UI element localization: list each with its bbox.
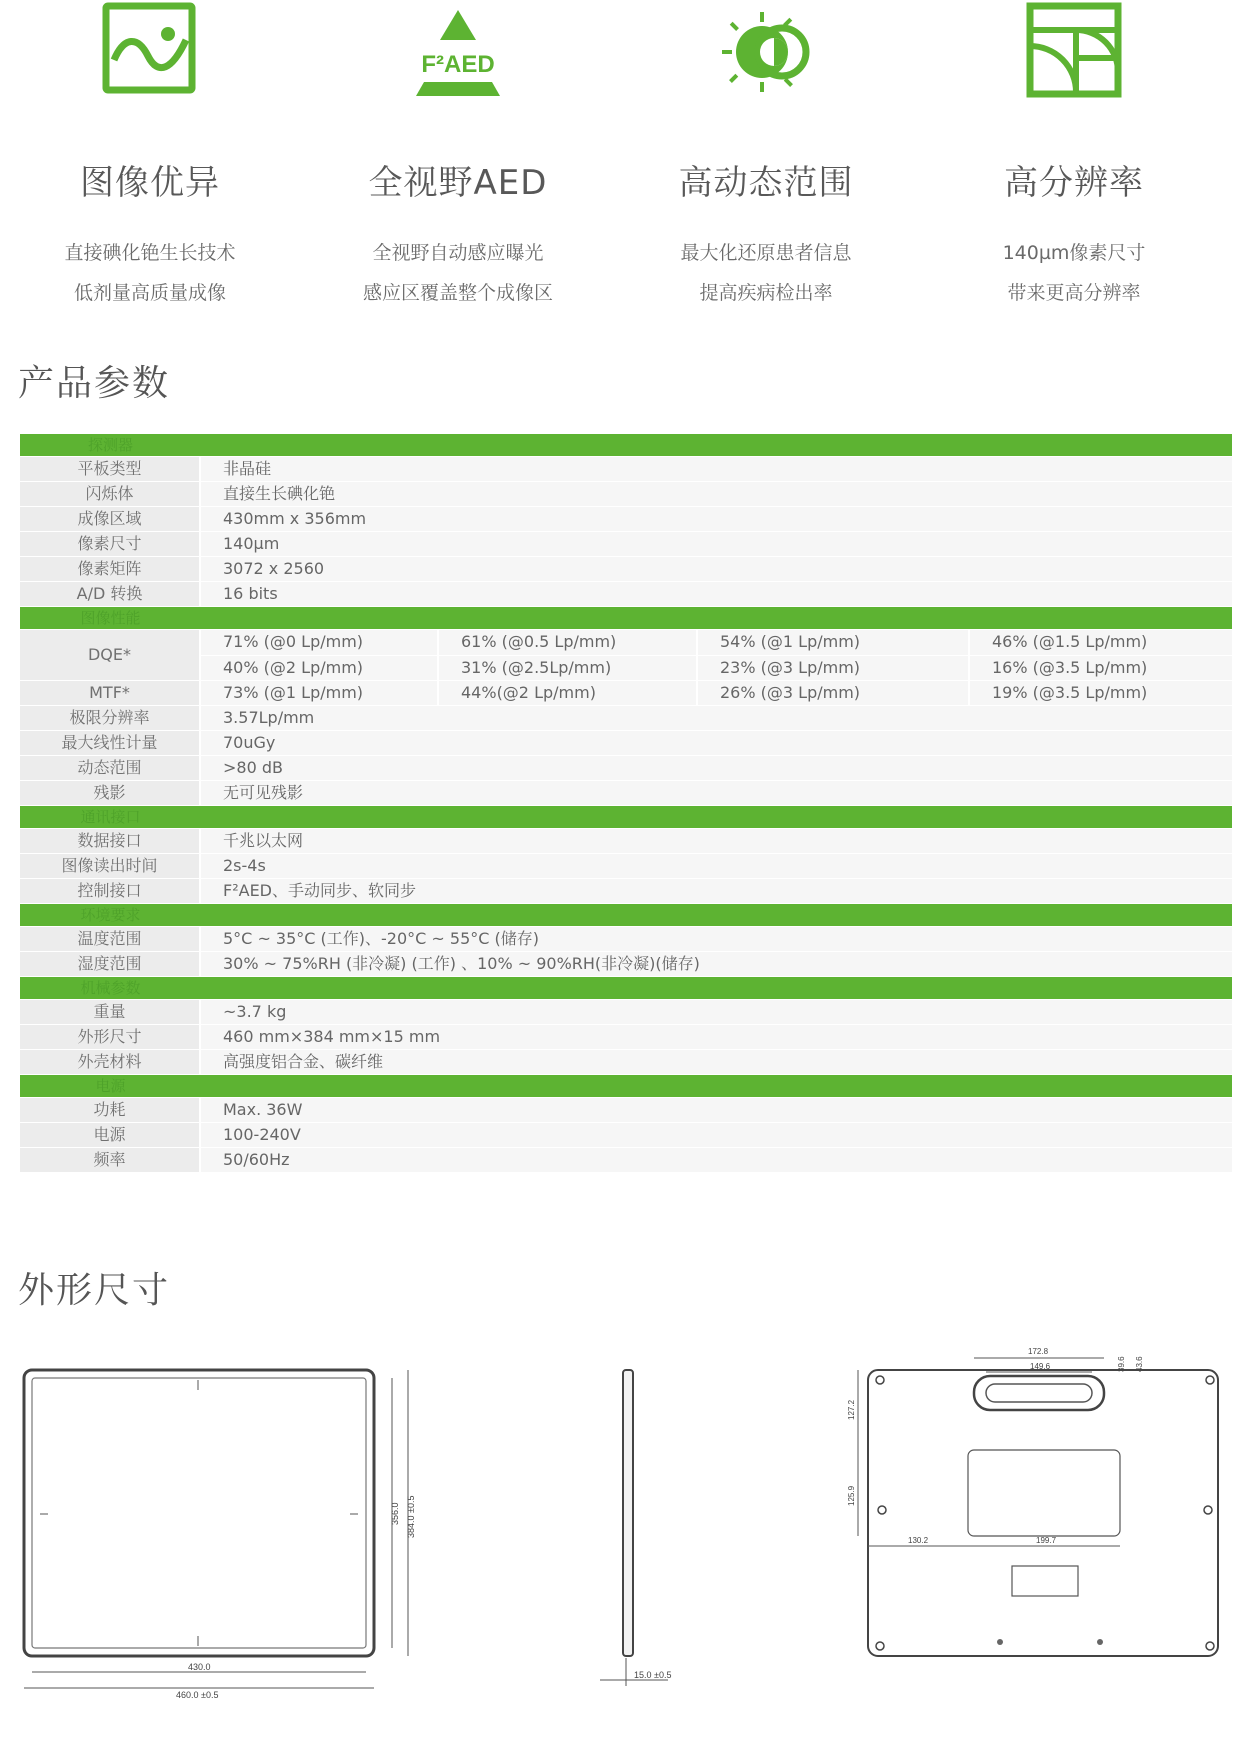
spec-row [20,507,1232,532]
dqe-cell: 23% (@3 Lp/mm) [696,656,968,682]
group-row [20,806,1232,829]
spec-row [20,457,1232,482]
spec-row [20,781,1232,806]
specs-heading: 产品参数 [18,363,171,404]
dim-v2: 125.9 [847,1485,856,1506]
dim-handle-outer: 172.8 [1028,1347,1049,1356]
spec-row [20,829,1232,854]
spec-value: 140µm [201,532,1232,557]
dim-thickness: 15.0 ±0.5 [634,1670,672,1680]
spec-value: 直接生长碘化铯 [201,482,1232,507]
feature-title: 全视野AED [368,163,548,203]
dim-h1: 130.2 [908,1536,929,1545]
spec-value: Max. 36W [201,1098,1232,1123]
dim-inner-height: 356.0 [390,1502,400,1525]
dqe-cell: 31% (@2.5Lp/mm) [437,656,696,682]
dim-handle-inner: 149.6 [1030,1362,1051,1371]
spec-value: >80 dB [201,756,1232,781]
spec-row [20,731,1232,756]
f2aed-logo-text: F²AED [421,51,495,78]
spec-value: 16 bits [201,582,1232,607]
dqe-row [20,630,1232,656]
group-row [20,904,1232,927]
dimensions-heading: 外形尺寸 [18,1270,171,1311]
dim-h2: 199.7 [1036,1536,1057,1545]
dqe-cell: 46% (@1.5 Lp/mm) [968,630,1232,656]
dqe-row [20,656,1232,682]
spec-label: 温度范围 [20,927,201,952]
spec-row [20,482,1232,507]
feature-desc-line1: 全视野自动感应曝光 [372,242,544,264]
spec-row [20,706,1232,731]
spec-row [20,1098,1232,1123]
group-label: 电源 [20,1075,201,1098]
front-view-drawing [24,1370,416,1700]
spec-row [20,756,1232,781]
spec-label: 残影 [20,781,201,806]
spec-value: 高强度铝合金、碳纤维 [201,1050,1232,1075]
spec-row [20,1123,1232,1148]
spec-label: 湿度范围 [20,952,201,977]
spec-value: 100-240V [201,1123,1232,1148]
spec-value: ~3.7 kg [201,1000,1232,1025]
group-row [20,607,1232,630]
spec-value: 460 mm×384 mm×15 mm [201,1025,1232,1050]
resolution-icon [1026,0,1122,100]
feature-desc-line2: 带来更高分辨率 [1007,282,1141,304]
spec-label: 像素矩阵 [20,557,201,582]
spec-value: 70uGy [201,731,1232,756]
spec-label: 数据接口 [20,829,201,854]
image-quality-icon [102,0,198,100]
feature-desc-line2: 低剂量高质量成像 [73,282,226,304]
dqe-cell: 54% (@1 Lp/mm) [696,630,968,656]
group-label: 探测器 [20,434,201,457]
spec-label: 电源 [20,1123,201,1148]
group-label: 图像性能 [20,607,201,630]
dim-v1: 127.2 [847,1399,856,1420]
spec-label: 极限分辨率 [20,706,201,731]
spec-row [20,582,1232,607]
spec-row [20,532,1232,557]
group-row [20,434,1232,457]
mtf-cell: 26% (@3 Lp/mm) [696,681,968,706]
dim-inner-width: 430.0 [188,1662,211,1672]
dim-offset-a: 39.6 [1117,1356,1126,1372]
spec-label: 平板类型 [20,457,201,482]
spec-label: 频率 [20,1148,201,1173]
feature-desc-line1: 直接碘化铯生长技术 [64,242,236,264]
features-row [0,0,1245,330]
group-label: 机械参数 [20,977,201,1000]
spec-row [20,1050,1232,1075]
dim-offset-b: 43.6 [1135,1356,1144,1372]
spec-label: 外形尺寸 [20,1025,201,1050]
back-view-drawing [847,1347,1218,1656]
spec-value: 无可见残影 [201,781,1232,806]
mtf-cell: 44%(@2 Lp/mm) [437,681,696,706]
spec-row [20,952,1232,977]
spec-label: 图像读出时间 [20,854,201,879]
spec-row [20,1025,1232,1050]
mtf-cell: 73% (@1 Lp/mm) [201,681,437,706]
feature-desc-line2: 提高疾病检出率 [699,282,833,304]
spec-label: 功耗 [20,1098,201,1123]
dim-outer-height: 384.0 ±0.5 [406,1495,416,1538]
spec-value: 2s-4s [201,854,1232,879]
mtf-label: MTF* [20,681,201,706]
feature-desc-line1: 140µm像素尺寸 [1002,242,1146,264]
feature-desc-line1: 最大化还原患者信息 [680,242,852,264]
feature-title: 高动态范围 [678,163,854,203]
spec-label: 外壳材料 [20,1050,201,1075]
spec-row [20,927,1232,952]
spec-value: F²AED、手动同步、软同步 [201,879,1232,904]
group-row [20,977,1232,1000]
spec-label: 动态范围 [20,756,201,781]
dqe-cell: 61% (@0.5 Lp/mm) [437,630,696,656]
spec-row [20,854,1232,879]
dqe-cell: 16% (@3.5 Lp/mm) [968,656,1232,682]
dqe-cell: 71% (@0 Lp/mm) [201,630,437,656]
spec-row [20,879,1232,904]
spec-value: 30% ~ 75%RH (非冷凝) (工作) 、10% ~ 90%RH(非冷凝)(储存) [201,952,1232,977]
spec-value: 非晶硅 [201,457,1232,482]
dim-outer-width: 460.0 ±0.5 [176,1690,219,1700]
spec-value: 千兆以太网 [201,829,1232,854]
spec-row [20,557,1232,582]
side-view-drawing [600,1370,671,1686]
group-label: 通讯接口 [20,806,201,829]
spec-label: 最大线性计量 [20,731,201,756]
dqe-label: DQE* [20,630,201,681]
mtf-cell: 19% (@3.5 Lp/mm) [968,681,1232,706]
spec-value: 3072 x 2560 [201,557,1232,582]
spec-label: 控制接口 [20,879,201,904]
spec-value: 5°C ~ 35°C (工作)、-20°C ~ 55°C (储存) [201,927,1232,952]
spec-row [20,1148,1232,1173]
mtf-row [20,681,1232,706]
feature-title: 高分辨率 [1004,163,1144,203]
dynamic-range-icon [718,0,814,100]
spec-row [20,1000,1232,1025]
spec-value: 3.57Lp/mm [201,706,1232,731]
spec-label: 成像区域 [20,507,201,532]
f2aed-icon [410,0,506,100]
feature-title: 图像优异 [80,163,220,203]
spec-value: 430mm x 356mm [201,507,1232,532]
specs-table [20,434,1232,1173]
feature-desc-line2: 感应区覆盖整个成像区 [362,282,553,304]
group-label: 环境要求 [20,904,201,927]
spec-label: A/D 转换 [20,582,201,607]
technical-drawings [0,1340,1245,1734]
spec-label: 闪烁体 [20,482,201,507]
group-row [20,1075,1232,1098]
spec-label: 重量 [20,1000,201,1025]
dqe-cell: 40% (@2 Lp/mm) [201,656,437,682]
spec-label: 像素尺寸 [20,532,201,557]
spec-value: 50/60Hz [201,1148,1232,1173]
